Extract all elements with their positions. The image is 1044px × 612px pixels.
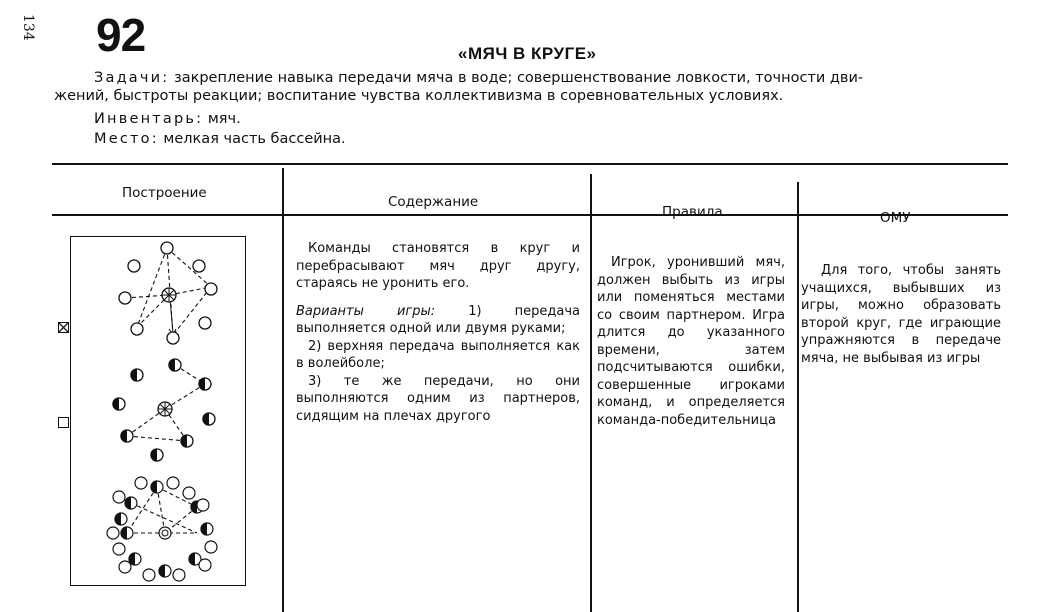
- header-formation: Построение: [122, 185, 207, 201]
- player-marker: [119, 292, 131, 304]
- player-marker: [199, 317, 211, 329]
- player-marker: [161, 242, 173, 254]
- content-paragraph-1: Команды становятся в круг и перебрасывают мяч друг другу, стараясь не уронить его.: [296, 241, 580, 291]
- omu-cell: Для того, чтобы занять учащихся, выбывших из игры, можно образовать второй круг, где играющие упражняются в передаче мяча, не выбывая из игры: [801, 263, 1001, 366]
- player-marker: [128, 260, 140, 272]
- cross-icon: [59, 323, 68, 332]
- header-content: Содержание: [388, 194, 479, 210]
- ball-icon: [159, 527, 171, 539]
- variant-2: 2) верхняя передача выполняется как в волейболе;: [296, 338, 580, 371]
- place-value: мелкая часть бассейна.: [163, 131, 346, 147]
- tasks-line-1: [94, 70, 863, 86]
- tasks-label: Задачи:: [94, 70, 170, 86]
- inventory-line: [94, 111, 241, 127]
- rules-cell: Игрок, уронивший мяч, должен выбыть из игры или поменяться местами со своим партнером. Игра длится до указанного времени, затем подсчитываются ошибки, совершенные игроками команд, и определяется команда-победительница: [597, 255, 785, 428]
- formation-diagram: [70, 236, 246, 586]
- player-markers-2: [113, 359, 215, 461]
- variant-1: 1) передача выполняется одной или двумя руками;: [296, 303, 580, 336]
- place-line: [94, 131, 346, 147]
- table-header-rule: [52, 214, 1008, 216]
- content-cell: [296, 240, 580, 425]
- header-rules: Правила: [662, 204, 723, 220]
- content-variants: [296, 303, 580, 338]
- tasks-text-1: закрепление навыка передачи мяча в воде; совершенствование ловкости, точности дви-: [173, 70, 864, 86]
- exercise-number: 92: [96, 9, 146, 61]
- variants-label: Варианты игры:: [296, 303, 436, 319]
- table-column-divider: [282, 168, 284, 612]
- header-omu: ОМУ: [880, 210, 911, 226]
- player-marker: [193, 260, 205, 272]
- player-marker: [131, 323, 143, 335]
- table-top-rule: [52, 163, 1008, 165]
- player-marker: [167, 332, 179, 344]
- inventory-value: мяч.: [207, 111, 241, 127]
- variant-3: 3) те же передачи, но они выполняются одним из партнеров, сидящим на плечах другого: [296, 373, 580, 424]
- table-column-divider: [590, 174, 592, 612]
- player-marker: [205, 283, 217, 295]
- tasks-line-2: жений, быстроты реакции; воспитание чувства коллективизма в соревновательных условиях.: [54, 88, 784, 104]
- table-column-divider: [797, 182, 799, 612]
- page-side-number: 134: [20, 14, 36, 41]
- team-two-legend-icon: [58, 417, 69, 428]
- place-label: Место:: [94, 131, 159, 147]
- team-one-legend-icon: [58, 322, 69, 333]
- player-markers-3: [107, 477, 217, 581]
- inventory-label: Инвентарь:: [94, 111, 204, 127]
- exercise-title: «МЯЧ В КРУГЕ»: [458, 44, 597, 63]
